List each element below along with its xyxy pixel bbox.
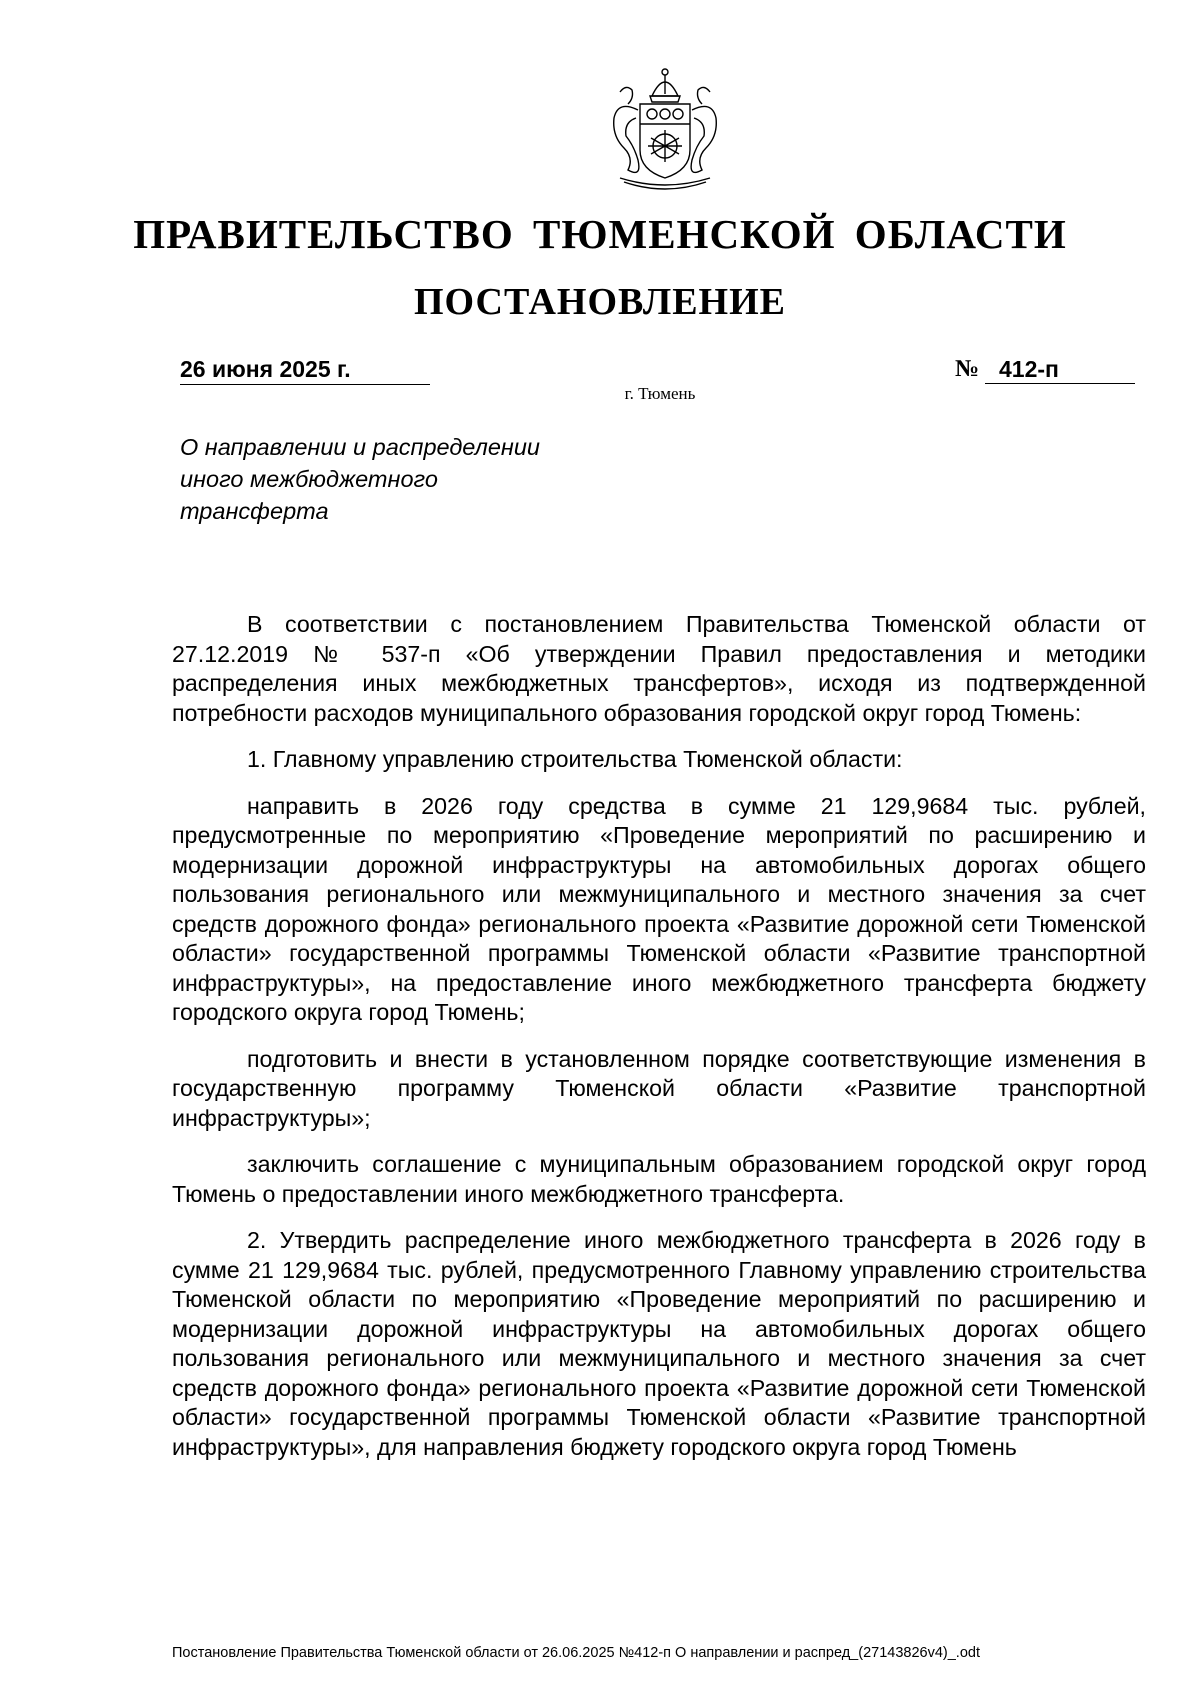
- document-type-title: ПОСТАНОВЛЕНИЕ: [413, 281, 787, 323]
- body-paragraph: 1. Главному управлению строительства Тюменской области:: [247, 746, 903, 772]
- document-date: 26 июня 2025 г.: [180, 354, 430, 385]
- subject-line: иного межбюджетного: [180, 466, 438, 492]
- body-paragraph: подготовить и внести в установленном порядке соответствующие изменения в государственную программу Тюменской области «Развитие транспортной инфраструктуры»;: [172, 1045, 1146, 1131]
- body-paragraph: заключить соглашение с муниципальным образованием городской округ город Тюмень о предоставлении иного межбюджетного трансферта.: [172, 1151, 1146, 1207]
- subject-line: О направлении и распределении: [180, 434, 540, 460]
- body-paragraph: В соответствии с постановлением Правительства Тюменской области от 27.12.2019 № 537-п «Об утверждении Правил предоставления и методики распределения иных межбюджетных трансфертов», исходя из подтвержденной потребности расходов муниципального образования городской округ город Тюмень:: [172, 611, 1146, 726]
- body-paragraph: направить в 2026 году средства в сумме 21 129,9684 тыс. рублей, предусмотренные по мероприятию «Проведение мероприятий по расширению и модернизации дорожной инфраструктуры на автомобильных дорогах общего пользования регионального или межмуниципального и местного значения за счет средств дорожного фонда» регионального проекта «Развитие дорожной сети Тюменской области» государственной программы Тюменской области «Развитие транспортной инфраструктуры», на предоставление иного межбюджетного трансферта бюджету городского округа город Тюмень;: [172, 792, 1146, 1025]
- subject-line: трансферта: [180, 498, 329, 524]
- organization-title: ПРАВИТЕЛЬСТВО ТЮМЕНСКОЙ ОБЛАСТИ: [133, 211, 1067, 257]
- city-name: г. Тюмень: [624, 384, 696, 403]
- page-footer: Постановление Правительства Тюменской области от 26.06.2025 №412-п О направлении и распред_(27143826v4)_.odt: [172, 1645, 980, 1661]
- coat-of-arms-icon: [590, 66, 740, 190]
- document-number: 412-п: [985, 354, 1135, 384]
- number-sign: №: [955, 356, 980, 382]
- body-paragraph: 2. Утвердить распределение иного межбюджетного трансферта в 2026 году в сумме 21 129,9684 тыс. рублей, предусмотренного Главному управлению строительства Тюменской области по мероприятию «Проведение мероприятий по расширению и модернизации дорожной инфраструктуры на автомобильных дорогах общего пользования регионального или межмуниципального и местного значения за счет средств дорожного фонда» регионального проекта «Развитие дорожной сети Тюменской области» государственной программы Тюменской области «Развитие транспортной инфраструктуры», для направления бюджету городского округа город Тюмень: [172, 1227, 1146, 1460]
- document-body: [172, 610, 1146, 1479]
- document-subject: [180, 431, 600, 527]
